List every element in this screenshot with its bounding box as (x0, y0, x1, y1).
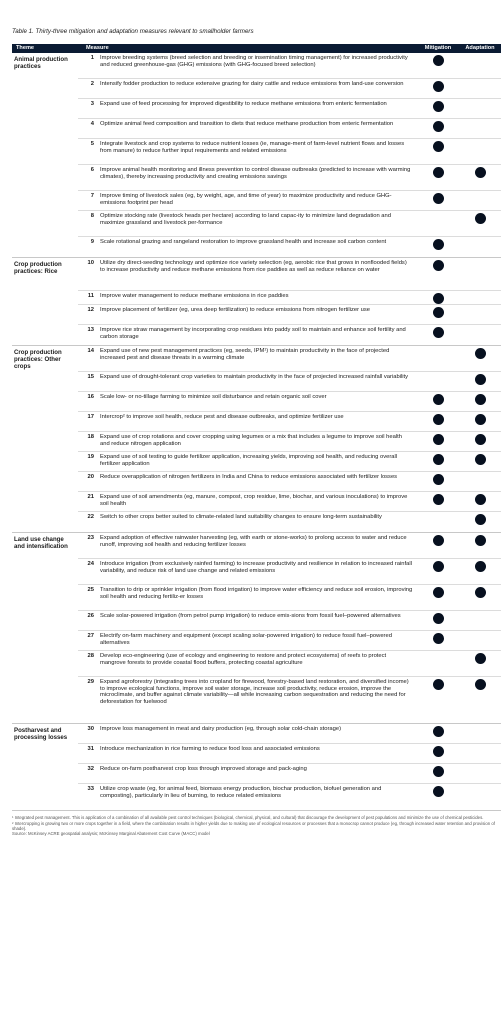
adaptation-dot-icon (475, 535, 486, 546)
measure-text: Improve breeding systems (breed selection and breeding or insemination timing management) for increased productivity and reduced greenhouse-gas (GHG) emissions (with GHG-focused breed selection) (100, 55, 408, 68)
measure-text: Scale low- or no-tillage farming to minimize soil disturbance and retain organic soil cover (100, 394, 327, 400)
adaptation-cell (459, 211, 501, 236)
theme-section (12, 258, 501, 346)
mitigation-dot-icon (433, 587, 444, 598)
measure-number: 14 (87, 348, 94, 354)
mitigation-cell (417, 291, 459, 304)
table-caption: Table 1. Thirty-three mitigation and adaptation measures relevant to smallholder farmers (12, 28, 254, 35)
adaptation-dot-icon (475, 167, 486, 178)
measure-number: 11 (87, 293, 94, 299)
mitigation-cell (417, 452, 459, 471)
adaptation-cell (459, 512, 501, 532)
footnotes (12, 811, 501, 836)
measure-text: Expand adoption of effective rainwater harvesting (eg, with earth or stone-works) to prolong access to water and reduce runoff, improving soil health and reducing fertilizer losses (100, 535, 407, 548)
mitigation-dot-icon (433, 746, 444, 757)
adaptation-cell (459, 258, 501, 290)
table-row (78, 237, 501, 257)
measure-rows (78, 724, 501, 810)
adaptation-cell (459, 392, 501, 411)
adaptation-cell (459, 412, 501, 431)
theme-label: Crop production practices: Other crops (14, 349, 62, 371)
measure-text: Expand use of soil testing to guide fertilizer application, increasing yields, improving soil health, and reducing overall fertilizer application (100, 454, 398, 467)
header-theme: Theme (16, 45, 35, 51)
table-row (78, 631, 501, 651)
mitigation-cell (417, 677, 459, 723)
mitigation-dot-icon (433, 293, 444, 304)
measure-text: Expand agroforestry (integrating trees into cropland for firewood, forestry-based land restoration, and diversified income) to improve ecological functions, improve soil water storage, increase soil productivity, reduce erosion, improve the microclimate, and buffer against climate variability—all while increasing carbon sequestration and reducing the need for deforestation for fuelwood (100, 679, 409, 705)
measure-text: Intensify fodder production to reduce extensive grazing for dairy cattle and reduce emissions from land-use conversion (100, 81, 404, 87)
table-row (78, 677, 501, 723)
mitigation-cell (417, 432, 459, 451)
mitigation-dot-icon (433, 414, 444, 425)
mitigation-dot-icon (433, 766, 444, 777)
measure-number: 31 (87, 746, 94, 752)
mitigation-cell (417, 325, 459, 345)
table-row (78, 764, 501, 784)
table-row (78, 724, 501, 744)
adaptation-cell (459, 559, 501, 584)
table-row (78, 372, 501, 392)
header-adaptation: Adaptation (465, 45, 495, 51)
table-row (78, 165, 501, 191)
table-header (12, 44, 501, 53)
measure-number: 1 (90, 55, 94, 61)
mitigation-cell (417, 472, 459, 491)
adaptation-cell (459, 139, 501, 164)
measure-number: 29 (87, 679, 94, 685)
mitigation-dot-icon (433, 679, 444, 690)
mitigation-dot-icon (433, 239, 444, 250)
theme-section (12, 533, 501, 724)
adaptation-cell (459, 724, 501, 743)
mitigation-dot-icon (433, 535, 444, 546)
measure-number: 21 (87, 494, 94, 500)
adaptation-cell (459, 452, 501, 471)
mitigation-cell (417, 651, 459, 676)
mitigation-cell (417, 99, 459, 118)
theme-label: Crop production practices: Rice (14, 261, 62, 276)
adaptation-cell (459, 432, 501, 451)
mitigation-dot-icon (433, 193, 444, 204)
theme-section (12, 346, 501, 533)
measure-number: 16 (87, 394, 94, 400)
mitigation-dot-icon (433, 260, 444, 271)
mitigation-cell (417, 237, 459, 257)
adaptation-dot-icon (475, 374, 486, 385)
adaptation-dot-icon (475, 348, 486, 359)
table-row (78, 432, 501, 452)
theme-label: Land use change and intensification (14, 536, 68, 551)
theme-section (12, 53, 501, 258)
mitigation-cell (417, 559, 459, 584)
measure-number: 15 (87, 374, 94, 380)
measure-text: Utilize crop waste (eg, for animal feed, biomass energy production, biochar production, biofuel generation and composting), particularly in lieu of burning, to reduce related emissions (100, 786, 382, 799)
mitigation-cell (417, 492, 459, 511)
mitigation-cell (417, 165, 459, 190)
measure-text: Utilize dry direct-seeding technology and optimize rice variety selection (eg, aerobic rice that grows in nonflooded fields) to increase productivity and reduce methane emissions from rice paddies as well as reduce reliance on water (100, 260, 407, 273)
adaptation-dot-icon (475, 434, 486, 445)
mitigation-dot-icon (433, 786, 444, 797)
measure-number: 8 (90, 213, 94, 219)
mitigation-dot-icon (433, 454, 444, 465)
table-row (78, 512, 501, 532)
table-row (78, 99, 501, 119)
table-row (78, 53, 501, 79)
mitigation-cell (417, 533, 459, 558)
measure-number: 22 (87, 514, 94, 520)
measure-text: Intercrop² to improve soil health, reduce pest and disease outbreaks, and optimize fertilizer use (100, 414, 344, 420)
adaptation-cell (459, 325, 501, 345)
mitigation-dot-icon (433, 141, 444, 152)
measure-text: Improve rice straw management by incorporating crop residues into paddy soil to maintain and enhance soil fertility and carbon storage (100, 327, 406, 340)
table-row (78, 585, 501, 611)
mitigation-dot-icon (433, 561, 444, 572)
adaptation-dot-icon (475, 213, 486, 224)
mitigation-dot-icon (433, 434, 444, 445)
measure-text: Reduce overapplication of nitrogen fertilizers in India and China to reduce emissions associated with fertilizer losses (100, 474, 398, 480)
mitigation-dot-icon (433, 474, 444, 485)
adaptation-cell (459, 784, 501, 810)
table-row (78, 191, 501, 211)
adaptation-cell (459, 492, 501, 511)
mitigation-cell (417, 346, 459, 371)
theme-label: Postharvest and processing losses (14, 727, 68, 742)
mitigation-dot-icon (433, 633, 444, 644)
measure-number: 33 (87, 786, 94, 792)
adaptation-dot-icon (475, 587, 486, 598)
table-row (78, 651, 501, 677)
measure-text: Develop eco-engineering (use of ecology and engineering to restore and protect ecosystems) of reefs to protect mangrove forests to provide coastal flood buffers, protecting coastal agriculture (100, 653, 387, 666)
footnote-1: ¹ Integrated pest management. This is application of a combination of all available pest control techniques (biological, chemical, physical, and cultural) that discourage the development of pest populations and minimize the use of chemical pesticides. (12, 815, 484, 820)
adaptation-cell (459, 291, 501, 304)
measure-text: Transition to drip or sprinkler irrigation (from flood irrigation) to improve water efficiency and reduce soil erosion, improving soil health and reducing fertiliz-er losses (100, 587, 413, 600)
measure-text: Electrify on-farm machinery and equipment (except scaling solar-powered irrigation) to reduce fossil fuel–powered alternatives (100, 633, 392, 646)
mitigation-cell (417, 79, 459, 98)
table-row (78, 325, 501, 345)
measure-rows (78, 53, 501, 257)
mitigation-cell (417, 191, 459, 210)
adaptation-cell (459, 165, 501, 190)
mitigation-dot-icon (433, 81, 444, 92)
mitigation-dot-icon (433, 167, 444, 178)
measure-number: 6 (90, 167, 94, 173)
adaptation-cell (459, 191, 501, 210)
table-row (78, 211, 501, 237)
mitigation-cell (417, 53, 459, 78)
adaptation-cell (459, 472, 501, 491)
mitigation-dot-icon (433, 613, 444, 624)
adaptation-cell (459, 585, 501, 610)
adaptation-cell (459, 372, 501, 391)
mitigation-cell (417, 211, 459, 236)
table-row (78, 784, 501, 810)
measure-text: Improve water management to reduce methane emissions in rice paddies (100, 293, 289, 299)
measure-number: 27 (87, 633, 94, 639)
mitigation-cell (417, 512, 459, 532)
mitigation-cell (417, 258, 459, 290)
adaptation-cell (459, 611, 501, 630)
adaptation-dot-icon (475, 679, 486, 690)
adaptation-cell (459, 631, 501, 650)
mitigation-cell (417, 412, 459, 431)
mitigation-dot-icon (433, 494, 444, 505)
measure-number: 28 (87, 653, 94, 659)
measure-text: Improve timing of livestock sales (eg, by weight, age, and time of year) to maximize productivity and reduce GHG-emissions footprint per head (100, 193, 392, 206)
measure-text: Integrate livestock and crop systems to reduce nutrient losses (ie, manage-ment of farm-level nutrient flows and losses from manure) to reduce further input requirements and related emissions (100, 141, 405, 154)
mitigation-cell (417, 139, 459, 164)
mitigation-cell (417, 372, 459, 391)
adaptation-dot-icon (475, 394, 486, 405)
mitigation-dot-icon (433, 726, 444, 737)
mitigation-dot-icon (433, 121, 444, 132)
table-row (78, 611, 501, 631)
measure-text: Optimize animal feed composition and transition to diets that reduce methane production from enteric fermentation (100, 121, 394, 127)
measure-text: Improve loss management in meat and dairy production (eg, through solar cold-chain storage) (100, 726, 342, 732)
mitigation-cell (417, 744, 459, 763)
measure-number: 30 (87, 726, 94, 732)
source-note: Source: McKinsey ACRE geospatial analysis; McKinsey Marginal Abatement Cost Curve (MACC) model (12, 831, 210, 836)
table-row (78, 533, 501, 559)
measure-number: 19 (87, 454, 94, 460)
table-row (78, 119, 501, 139)
header-measure: Measure (86, 45, 109, 51)
adaptation-cell (459, 119, 501, 138)
measure-text: Optimize stocking rate (livestock heads per hectare) according to land capac-ity to minimize land degradation and maximize grassland and livestock per-formance (100, 213, 391, 226)
adaptation-dot-icon (475, 514, 486, 525)
measure-number: 7 (90, 193, 94, 199)
table-row (78, 346, 501, 372)
table-row (78, 559, 501, 585)
measure-number: 5 (90, 141, 94, 147)
measure-text: Expand use of drought-tolerant crop varieties to maintain productivity in the face of projected increased rainfall variability (100, 374, 409, 380)
mitigation-cell (417, 305, 459, 324)
measure-number: 13 (87, 327, 94, 333)
measure-number: 17 (87, 414, 94, 420)
mitigation-cell (417, 724, 459, 743)
theme-section (12, 724, 501, 811)
table-body (12, 53, 501, 811)
adaptation-cell (459, 533, 501, 558)
adaptation-cell (459, 99, 501, 118)
table-row (78, 305, 501, 325)
mitigation-dot-icon (433, 394, 444, 405)
table-row (78, 492, 501, 512)
table-row (78, 472, 501, 492)
measure-number: 18 (87, 434, 94, 440)
measure-text: Expand use of feed processing for improved digestibility to reduce methane emissions from enteric fermentation (100, 101, 387, 107)
measure-text: Switch to other crops better suited to climate-related land suitability changes to ensure long-term sustainability (100, 514, 382, 520)
adaptation-cell (459, 651, 501, 676)
measure-text: Introduce irrigation (from exclusively rainfed farming) to increase productivity and resilience in relation to increased rainfall variability, and reduce risk of land use change and related emissions (100, 561, 412, 574)
measure-text: Expand use of new pest management practices (eg, seeds, IPM¹) to maintain productivity in the face of projected increased pest and disease threats in a warming climate (100, 348, 390, 361)
table-row (78, 452, 501, 472)
measure-number: 2 (90, 81, 94, 87)
measure-text: Scale rotational grazing and rangeland restoration to improve grassland health and increase soil carbon content (100, 239, 387, 245)
measure-number: 12 (87, 307, 94, 313)
measure-text: Scale solar-powered irrigation (from petrol pump irrigation) to reduce emis-sions from fossil fuel–powered alternatives (100, 613, 401, 619)
adaptation-cell (459, 744, 501, 763)
adaptation-cell (459, 677, 501, 723)
measure-number: 3 (90, 101, 94, 107)
adaptation-dot-icon (475, 561, 486, 572)
mitigation-cell (417, 631, 459, 650)
table-row (78, 392, 501, 412)
mitigation-dot-icon (433, 307, 444, 318)
adaptation-cell (459, 346, 501, 371)
table-row (78, 139, 501, 165)
measure-number: 32 (87, 766, 94, 772)
mitigation-cell (417, 784, 459, 810)
mitigation-cell (417, 611, 459, 630)
adaptation-dot-icon (475, 494, 486, 505)
adaptation-cell (459, 79, 501, 98)
measure-number: 20 (87, 474, 94, 480)
adaptation-dot-icon (475, 454, 486, 465)
measure-text: Improve placement of fertilizer (eg, urea deep fertilization) to reduce emissions from nitrogen fertilizer use (100, 307, 370, 313)
footnote-2: ² Intercropping is growing two or more crops together in a field, where the combination results in higher yields due to making use of ecological resources or processes that a monocrop cannot produce (eg, through increased water retention and provision of shade). (12, 820, 495, 831)
mitigation-cell (417, 119, 459, 138)
adaptation-cell (459, 305, 501, 324)
measure-text: Reduce on-farm postharvest crop loss through improved storage and pack-aging (100, 766, 307, 772)
mitigation-dot-icon (433, 55, 444, 66)
measure-text: Introduce mechanization in rice farming to reduce food loss and associated emissions (100, 746, 320, 752)
measure-number: 23 (87, 535, 94, 541)
header-mitigation: Mitigation (424, 45, 452, 51)
measure-text: Expand use of crop rotations and cover cropping using legumes or a mix that includes a legume to improve soil health and reduce nitrogen application (100, 434, 402, 447)
table-row (78, 79, 501, 99)
table-row (78, 291, 501, 305)
adaptation-cell (459, 237, 501, 257)
mitigation-dot-icon (433, 101, 444, 112)
adaptation-cell (459, 764, 501, 783)
adaptation-dot-icon (475, 414, 486, 425)
measure-number: 10 (87, 260, 94, 266)
mitigation-dot-icon (433, 327, 444, 338)
measure-rows (78, 346, 501, 532)
table-row (78, 744, 501, 764)
measure-number: 9 (90, 239, 94, 245)
measure-number: 24 (87, 561, 94, 567)
theme-label: Animal production practices (14, 56, 68, 71)
table-row (78, 412, 501, 432)
measure-number: 25 (87, 587, 94, 593)
adaptation-dot-icon (475, 653, 486, 664)
adaptation-cell (459, 53, 501, 78)
table-row (78, 258, 501, 291)
mitigation-cell (417, 392, 459, 411)
measure-rows (78, 258, 501, 345)
measure-number: 26 (87, 613, 94, 619)
measure-number: 4 (90, 121, 94, 127)
measure-rows (78, 533, 501, 723)
page (12, 0, 501, 1024)
measure-text: Expand use of soil amendments (eg, manure, compost, crop residue, lime, biochar, and various inoculations) to improve soil health (100, 494, 408, 507)
mitigation-cell (417, 764, 459, 783)
measure-text: Improve animal health monitoring and illness prevention to control disease outbreaks (predicted to increase with warming climates), thereby increasing productivity and creating emissions savings (100, 167, 411, 180)
mitigation-cell (417, 585, 459, 610)
